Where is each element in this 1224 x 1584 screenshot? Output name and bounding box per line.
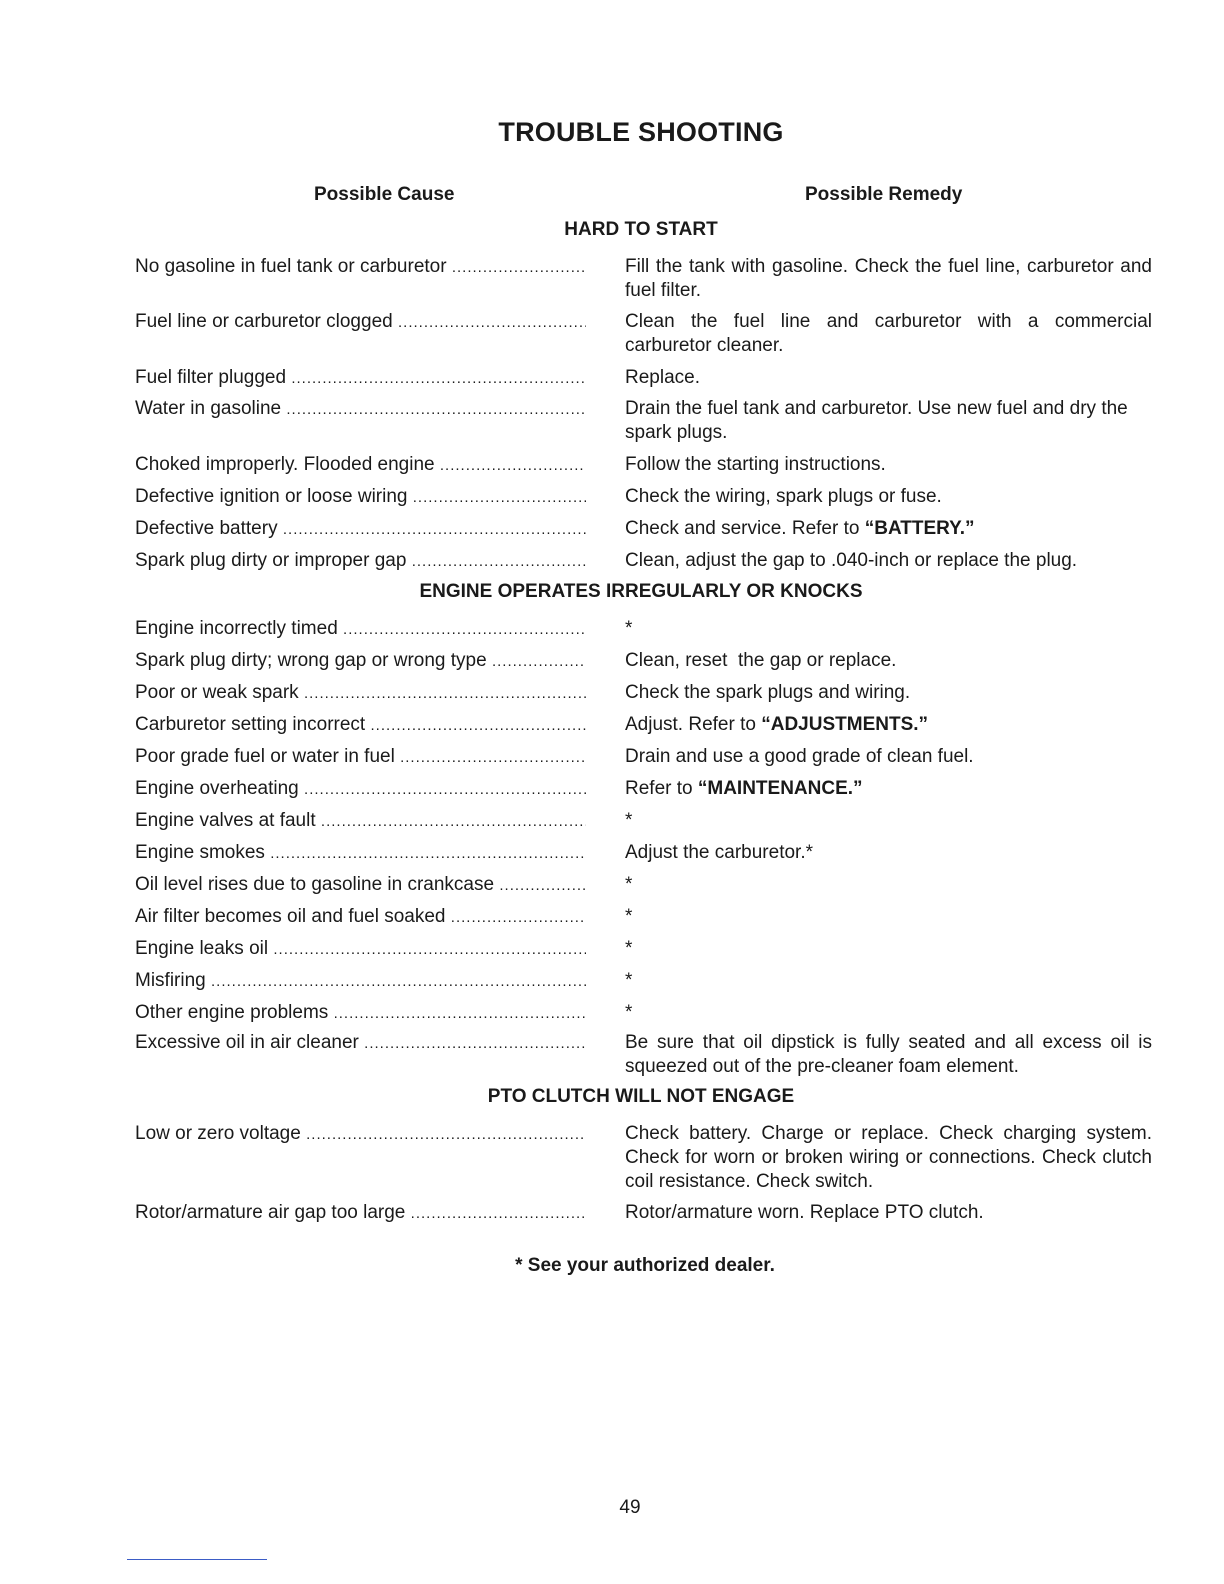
remedy-cell: Drain and use a good grade of clean fuel. <box>625 746 974 767</box>
cause-cell: Carburetor setting incorrect ..... <box>135 713 586 738</box>
cause-cell: Defective battery ..... <box>135 517 586 542</box>
remedy-cell: Rotor/armature worn. Replace PTO clutch. <box>625 1202 984 1223</box>
remedy-cell: * <box>625 874 633 895</box>
cause-cell: Engine incorrectly timed ..... <box>135 617 586 642</box>
remedy-cell: Drain the fuel tank and carburetor. Use new fuel and dry the spark plugs. <box>625 398 1128 443</box>
cause-cell: Poor grade fuel or water in fuel ..... <box>135 745 586 770</box>
footnote: * See your authorized dealer. <box>515 1255 775 1276</box>
cause-cell: Engine overheating ..... <box>135 777 586 802</box>
cause-cell: Fuel line or carburetor clogged ..... <box>135 310 586 335</box>
bottom-rule <box>127 1559 267 1560</box>
column-header-remedy: Possible Remedy <box>805 184 963 205</box>
remedy-cell: * <box>625 810 633 831</box>
remedy-cell: * <box>625 906 633 927</box>
cause-cell: No gasoline in fuel tank or carburetor ..... <box>135 255 586 280</box>
cause-cell: Engine smokes ..... <box>135 841 586 866</box>
remedy-cell: * <box>625 618 633 639</box>
cause-cell: Air filter becomes oil and fuel soaked ..... <box>135 905 586 930</box>
remedy-cell: Replace. <box>625 367 700 388</box>
cause-cell: Engine valves at fault ..... <box>135 809 586 834</box>
remedy-cell: Fill the tank with gasoline. Check the fuel line, carburetor and fuel filter. <box>625 256 1152 301</box>
section-heading-engine-irregular: ENGINE OPERATES IRREGULARLY OR KNOCKS <box>419 581 863 602</box>
cause-cell: Rotor/armature air gap too large ..... <box>135 1201 586 1226</box>
cause-cell: Other engine problems ..... <box>135 1001 586 1026</box>
cause-cell: Low or zero voltage ..... <box>135 1122 586 1147</box>
remedy-cell: Check and service. Refer to “BATTERY.” <box>625 518 975 539</box>
cause-cell: Spark plug dirty; wrong gap or wrong type ..... <box>135 649 586 674</box>
section-heading-hard-to-start: HARD TO START <box>564 219 718 240</box>
cause-cell: Engine leaks oil ..... <box>135 937 586 962</box>
page-number: 49 <box>619 1497 641 1518</box>
remedy-cell: Clean, reset the gap or replace. <box>625 650 897 671</box>
remedy-cell: Check battery. Charge or replace. Check charging system. Check for worn or broken wiring or connections. Check clutch coil resistance. Check switch. <box>625 1123 1152 1192</box>
remedy-cell: * <box>625 1002 633 1023</box>
remedy-cell: Check the spark plugs and wiring. <box>625 682 911 703</box>
cause-cell: Misfiring ..... <box>135 969 586 994</box>
cause-cell: Spark plug dirty or improper gap ..... <box>135 549 586 574</box>
page-title: TROUBLE SHOOTING <box>498 117 784 147</box>
remedy-cell: Follow the starting instructions. <box>625 454 886 475</box>
cause-cell: Defective ignition or loose wiring ..... <box>135 485 586 510</box>
remedy-cell: * <box>625 970 633 991</box>
cause-cell: Choked improperly. Flooded engine ..... <box>135 453 586 478</box>
remedy-cell: Check the wiring, spark plugs or fuse. <box>625 486 942 507</box>
section-heading-pto-clutch: PTO CLUTCH WILL NOT ENGAGE <box>487 1086 795 1107</box>
remedy-cell: Clean, adjust the gap to .040-inch or replace the plug. <box>625 550 1078 571</box>
cause-cell: Fuel filter plugged ..... <box>135 366 586 391</box>
remedy-cell: Be sure that oil dipstick is fully seated and all excess oil is squeezed out of the pre-cleaner foam element. <box>625 1032 1152 1077</box>
column-header-cause: Possible Cause <box>314 184 455 205</box>
remedy-cell: Clean the fuel line and carburetor with a commercial carburetor cleaner. <box>625 311 1152 356</box>
cause-cell: Oil level rises due to gasoline in crankcase ..... <box>135 873 586 898</box>
remedy-cell: Adjust the carburetor.* <box>625 842 813 863</box>
cause-cell: Poor or weak spark ..... <box>135 681 586 706</box>
remedy-cell: Refer to “MAINTENANCE.” <box>625 778 863 799</box>
remedy-cell: Adjust. Refer to “ADJUSTMENTS.” <box>625 714 929 735</box>
cause-cell: Excessive oil in air cleaner ..... <box>135 1031 586 1056</box>
cause-cell: Water in gasoline ..... <box>135 397 586 422</box>
remedy-cell: * <box>625 938 633 959</box>
